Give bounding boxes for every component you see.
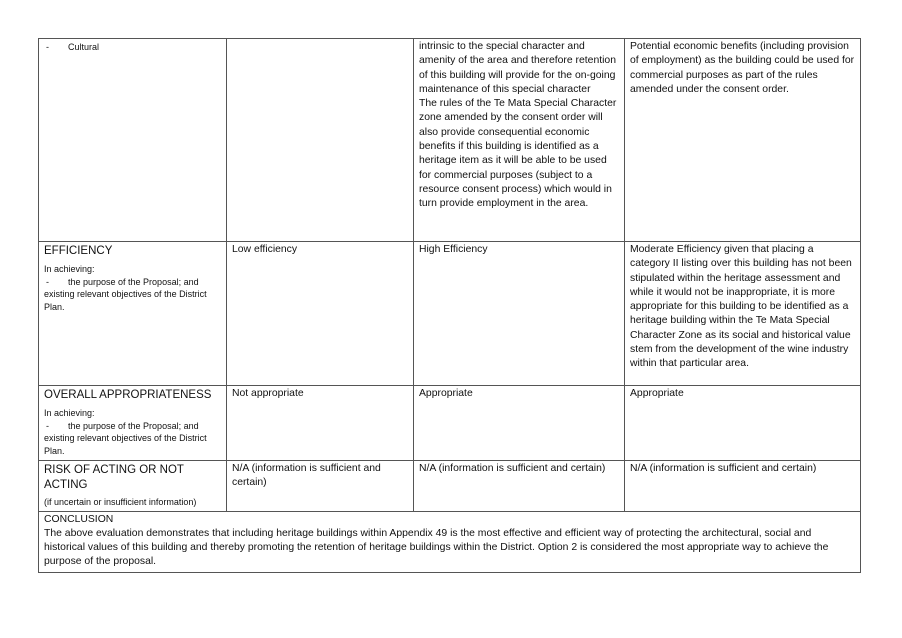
risk-heading: RISK OF ACTING OR NOT ACTING bbox=[44, 464, 184, 491]
efficiency-criteria-text: the purpose of the Proposal; and bbox=[68, 276, 199, 287]
risk-label-cell bbox=[39, 461, 227, 512]
table-row-appropriateness bbox=[39, 386, 861, 461]
cultural-option2-para2: The rules of the Te Mata Special Character zone amended by the consent order will also provide consequential economic benefits if this building is identified as a heritage item as it will be able to be used for commercial purposes (subject to a resource consent process) which would in turn provide employment in the area. bbox=[419, 98, 617, 210]
cultural-label-text: Cultural bbox=[68, 42, 100, 52]
appropriateness-in-achieving: In achieving: bbox=[44, 408, 95, 418]
dash-bullet: - bbox=[46, 420, 49, 431]
appropriateness-label-cell bbox=[39, 386, 227, 461]
table-row-cultural bbox=[39, 39, 861, 242]
appropriateness-option1-cell: Not appropriate bbox=[227, 386, 414, 461]
cultural-option1-cell bbox=[227, 39, 414, 242]
risk-option3-cell: N/A (information is sufficient and certain) bbox=[625, 461, 861, 512]
appropriateness-criteria-item bbox=[44, 420, 221, 433]
efficiency-criteria-item bbox=[44, 276, 221, 289]
efficiency-option1-cell: Low efficiency bbox=[227, 242, 414, 386]
cultural-label bbox=[44, 40, 221, 54]
cultural-option3-cell: Potential economic benefits (including provision of employment) as the building could be used for commercial purposes as part of the rules amended under the consent order. bbox=[625, 39, 861, 242]
cultural-option2-para1: intrinsic to the special character and amenity of the area and therefore retention of this building will provide for the on-going maintenance of this special character bbox=[419, 41, 616, 95]
cultural-option2-cell bbox=[414, 39, 625, 242]
appropriateness-option3-cell: Appropriate bbox=[625, 386, 861, 461]
risk-option1-cell: N/A (information is sufficient and certain) bbox=[227, 461, 414, 512]
appropriateness-criteria-text-2: existing relevant objectives of the District Plan. bbox=[44, 433, 207, 456]
dash-bullet: - bbox=[46, 42, 49, 52]
conclusion-heading: CONCLUSION bbox=[44, 513, 114, 525]
efficiency-option3-cell: Moderate Efficiency given that placing a category II listing over this building has not been stipulated within the heritage assessment and while it would not be inappropriate, it is more appropriate for this building to be identified as a heritage building within the Te Mata Special Character Zone as its social and historical value stem from the development of the wine industry within that particular area. bbox=[625, 242, 861, 386]
appropriateness-criteria-text: the purpose of the Proposal; and bbox=[68, 420, 199, 431]
table-row-conclusion bbox=[39, 511, 861, 572]
conclusion-cell bbox=[39, 511, 861, 572]
dash-bullet: - bbox=[46, 276, 49, 287]
risk-option2-cell: N/A (information is sufficient and certain) bbox=[414, 461, 625, 512]
efficiency-in-achieving: In achieving: bbox=[44, 264, 95, 274]
appropriateness-option2-cell: Appropriate bbox=[414, 386, 625, 461]
efficiency-option2-cell: High Efficiency bbox=[414, 242, 625, 386]
table-row-efficiency bbox=[39, 242, 861, 386]
efficiency-label-cell bbox=[39, 242, 227, 386]
cultural-label-cell bbox=[39, 39, 227, 242]
risk-subtitle: (if uncertain or insufficient information) bbox=[44, 497, 197, 507]
table-row-risk bbox=[39, 461, 861, 512]
efficiency-criteria-text-2: existing relevant objectives of the District Plan. bbox=[44, 289, 207, 312]
efficiency-heading: EFFICIENCY bbox=[44, 245, 113, 257]
conclusion-text: The above evaluation demonstrates that including heritage buildings within Appendix 49 is the most effective and efficient way of protecting the architectural, social and historical values of this building and thereby promoting the retention of heritage buildings within the District. Option 2 is considered the most appropriate way to achieve the purpose of the proposal. bbox=[44, 527, 829, 568]
appropriateness-heading: OVERALL APPROPRIATENESS bbox=[44, 389, 212, 401]
evaluation-table bbox=[38, 38, 861, 573]
